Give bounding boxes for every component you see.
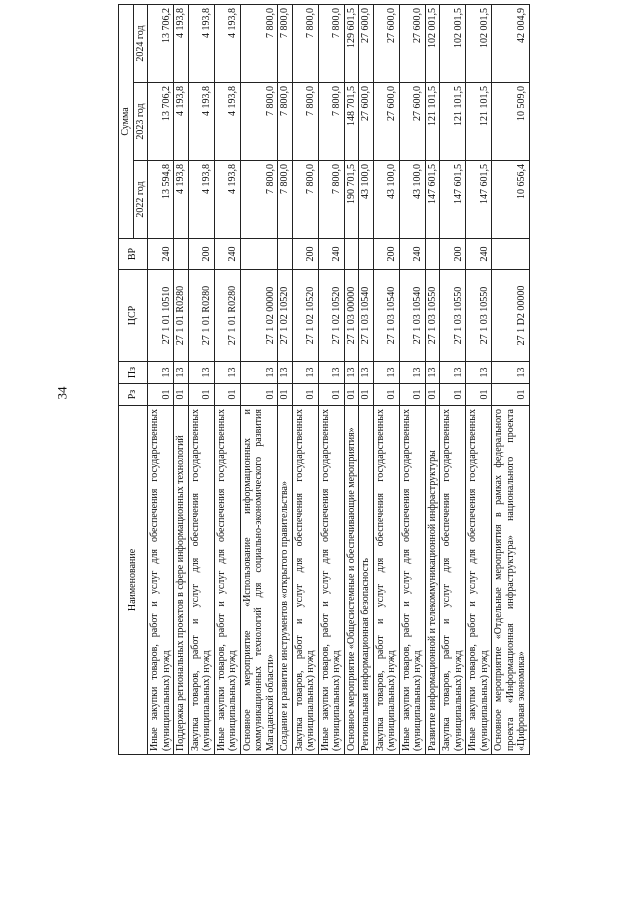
row-year-2023: 4 193,8: [188, 83, 214, 161]
row-year-2024: 4 193,8: [214, 4, 240, 82]
row-csr: 27 1 01 R0280: [174, 270, 189, 362]
table-body: [148, 4, 530, 754]
row-year-2022: 147 601,5: [466, 161, 492, 239]
header-year-2024: 2024 год: [133, 4, 148, 82]
row-pr: 13: [425, 362, 440, 384]
row-csr: 27 1 02 10520: [292, 270, 318, 362]
row-rz: 01: [174, 384, 189, 406]
row-vr: 200: [292, 239, 318, 270]
row-year-2022: 7 800,0: [240, 161, 278, 239]
row-year-2022: 7 800,0: [292, 161, 318, 239]
row-year-2023: 121 101,5: [425, 83, 440, 161]
row-year-2024: 102 001,5: [440, 4, 466, 82]
row-name: Закупка товаров, работ и услуг для обеспечения государственных (муниципальных) нужд: [373, 406, 399, 755]
row-pr: 13: [174, 362, 189, 384]
row-csr: 27 1 01 R0280: [188, 270, 214, 362]
row-name: Закупка товаров, работ и услуг для обеспечения государственных (муниципальных) нужд: [292, 406, 318, 755]
row-year-2024: 7 800,0: [318, 4, 344, 82]
row-vr: 240: [466, 239, 492, 270]
table-row: [278, 4, 293, 754]
row-year-2023: 27 600,0: [399, 83, 425, 161]
table-row: [292, 4, 318, 754]
header-year-2022: 2022 год: [133, 161, 148, 239]
row-year-2023: 7 800,0: [318, 83, 344, 161]
row-name: Закупка товаров, работ и услуг для обеспечения государственных (муниципальных) нужд: [440, 406, 466, 755]
row-rz: 01: [440, 384, 466, 406]
row-year-2024: 4 193,8: [188, 4, 214, 82]
row-pr: 13: [148, 362, 174, 384]
row-pr: 13: [214, 362, 240, 384]
row-pr: 13: [318, 362, 344, 384]
row-name: Создание и развитие инструментов «открытого правительства»: [278, 406, 293, 755]
header-pr: Пз: [119, 362, 148, 384]
row-vr: [425, 239, 440, 270]
header-sum: Сумма: [119, 4, 134, 238]
table-row: [466, 4, 492, 754]
row-year-2023: 7 800,0: [278, 83, 293, 161]
row-name: Закупка товаров, работ и услуг для обеспечения государственных (муниципальных) нужд: [188, 406, 214, 755]
row-vr: 240: [399, 239, 425, 270]
row-pr: 13: [492, 362, 530, 384]
row-year-2024: 27 600,0: [359, 4, 374, 82]
table-row: [318, 4, 344, 754]
row-year-2023: 7 800,0: [240, 83, 278, 161]
header-year-2023: 2023 год: [133, 83, 148, 161]
row-vr: [492, 239, 530, 270]
rotated-table-container: [118, 5, 527, 755]
row-year-2022: 7 800,0: [278, 161, 293, 239]
row-vr: 240: [214, 239, 240, 270]
row-csr: 27 1 03 10550: [440, 270, 466, 362]
row-vr: 240: [148, 239, 174, 270]
row-year-2024: 4 193,8: [174, 4, 189, 82]
row-year-2023: 148 701,5: [344, 83, 359, 161]
table-row: [240, 4, 278, 754]
row-year-2024: 7 800,0: [278, 4, 293, 82]
row-year-2023: 13 706,2: [148, 83, 174, 161]
row-csr: 27 1 03 00000: [344, 270, 359, 362]
row-vr: 240: [318, 239, 344, 270]
row-csr: 27 1 03 10540: [373, 270, 399, 362]
header-rz: Рз: [119, 384, 148, 406]
table-row: [214, 4, 240, 754]
row-year-2022: 43 100,0: [373, 161, 399, 239]
row-rz: 01: [344, 384, 359, 406]
row-year-2024: 102 001,5: [466, 4, 492, 82]
row-pr: 13: [359, 362, 374, 384]
row-csr: 27 1 03 10550: [466, 270, 492, 362]
row-rz: 01: [278, 384, 293, 406]
row-csr: 27 1 D2 00000: [492, 270, 530, 362]
page-number: 34: [54, 386, 70, 400]
header-vr: ВР: [119, 239, 148, 270]
row-vr: 200: [373, 239, 399, 270]
row-name: Основное мероприятие «Отдельные мероприятия в рамках федерального проекта «Информационная инфраструктура» национального проекта «Цифровая экономика»: [492, 406, 530, 755]
row-rz: 01: [399, 384, 425, 406]
row-year-2023: 4 193,8: [214, 83, 240, 161]
row-name: Региональная информационная безопасность: [359, 406, 374, 755]
row-year-2024: 102 001,5: [425, 4, 440, 82]
table-row: [399, 4, 425, 754]
row-csr: 27 1 01 10510: [148, 270, 174, 362]
row-name: Иные закупки товаров, работ и услуг для обеспечения государственных (муниципальных) нужд: [318, 406, 344, 755]
table-row: [188, 4, 214, 754]
row-year-2022: 190 701,5: [344, 161, 359, 239]
row-rz: 01: [373, 384, 399, 406]
row-vr: [240, 239, 278, 270]
row-pr: 13: [292, 362, 318, 384]
row-name: Иные закупки товаров, работ и услуг для обеспечения государственных (муниципальных) нужд: [148, 406, 174, 755]
row-pr: 13: [344, 362, 359, 384]
row-rz: 01: [359, 384, 374, 406]
row-year-2024: 129 601,5: [344, 4, 359, 82]
row-year-2024: 7 800,0: [240, 4, 278, 82]
row-name: Развитие информационной и телекоммуникационной инфраструктуры: [425, 406, 440, 755]
row-rz: 01: [466, 384, 492, 406]
row-name: Основное мероприятие «Использование информационных и коммуникационных технологий для социально-экономического развития Магаданской области»: [240, 406, 278, 755]
row-csr: 27 1 03 10540: [399, 270, 425, 362]
row-year-2024: 27 600,0: [399, 4, 425, 82]
row-year-2024: 42 004,9: [492, 4, 530, 82]
row-pr: 13: [278, 362, 293, 384]
row-pr: 13: [188, 362, 214, 384]
row-year-2022: 4 193,8: [188, 161, 214, 239]
row-vr: 200: [440, 239, 466, 270]
row-rz: 01: [492, 384, 530, 406]
row-csr: 27 1 02 10520: [318, 270, 344, 362]
row-year-2023: 10 509,0: [492, 83, 530, 161]
budget-table: [118, 4, 530, 755]
row-pr: 13: [240, 362, 278, 384]
row-year-2024: 13 706,2: [148, 4, 174, 82]
row-vr: [359, 239, 374, 270]
table-row: [148, 4, 174, 754]
table-row: [373, 4, 399, 754]
row-csr: 27 1 03 10540: [359, 270, 374, 362]
row-year-2022: 4 193,8: [174, 161, 189, 239]
row-year-2022: 147 601,5: [425, 161, 440, 239]
row-year-2022: 10 656,4: [492, 161, 530, 239]
row-year-2022: 43 100,0: [359, 161, 374, 239]
row-year-2023: 7 800,0: [292, 83, 318, 161]
row-year-2023: 4 193,8: [174, 83, 189, 161]
row-year-2023: 121 101,5: [466, 83, 492, 161]
row-csr: 27 1 02 10520: [278, 270, 293, 362]
row-rz: 01: [318, 384, 344, 406]
row-name: Иные закупки товаров, работ и услуг для обеспечения государственных (муниципальных) нужд: [399, 406, 425, 755]
row-year-2022: 147 601,5: [440, 161, 466, 239]
row-vr: [278, 239, 293, 270]
row-name: Поддержка региональных проектов в сфере информационных технологий: [174, 406, 189, 755]
row-year-2022: 13 594,8: [148, 161, 174, 239]
row-year-2022: 43 100,0: [399, 161, 425, 239]
table-row: [440, 4, 466, 754]
row-year-2023: 121 101,5: [440, 83, 466, 161]
row-name: Иные закупки товаров, работ и услуг для обеспечения государственных (муниципальных) нужд: [466, 406, 492, 755]
row-year-2024: 7 800,0: [292, 4, 318, 82]
row-csr: 27 1 03 10550: [425, 270, 440, 362]
row-year-2023: 27 600,0: [373, 83, 399, 161]
row-rz: 01: [148, 384, 174, 406]
row-vr: [344, 239, 359, 270]
row-rz: 01: [188, 384, 214, 406]
row-vr: [174, 239, 189, 270]
row-pr: 13: [373, 362, 399, 384]
row-csr: 27 1 01 R0280: [214, 270, 240, 362]
header-csr: ЦСР: [119, 270, 148, 362]
row-rz: 01: [292, 384, 318, 406]
row-year-2022: 4 193,8: [214, 161, 240, 239]
row-rz: 01: [240, 384, 278, 406]
row-vr: 200: [188, 239, 214, 270]
table-row: [492, 4, 530, 754]
table-row: [425, 4, 440, 754]
row-pr: 13: [466, 362, 492, 384]
header-name: Наименование: [119, 406, 148, 755]
row-year-2022: 7 800,0: [318, 161, 344, 239]
row-year-2023: 27 600,0: [359, 83, 374, 161]
row-rz: 01: [425, 384, 440, 406]
header-row-1: [119, 4, 134, 754]
row-name: Основное мероприятие «Общесистемные и обеспечивающие мероприятия»: [344, 406, 359, 755]
row-year-2024: 27 600,0: [373, 4, 399, 82]
table-row: [359, 4, 374, 754]
table-row: [344, 4, 359, 754]
row-name: Иные закупки товаров, работ и услуг для обеспечения государственных (муниципальных) нужд: [214, 406, 240, 755]
row-csr: 27 1 02 00000: [240, 270, 278, 362]
row-pr: 13: [399, 362, 425, 384]
table-row: [174, 4, 189, 754]
row-rz: 01: [214, 384, 240, 406]
row-pr: 13: [440, 362, 466, 384]
